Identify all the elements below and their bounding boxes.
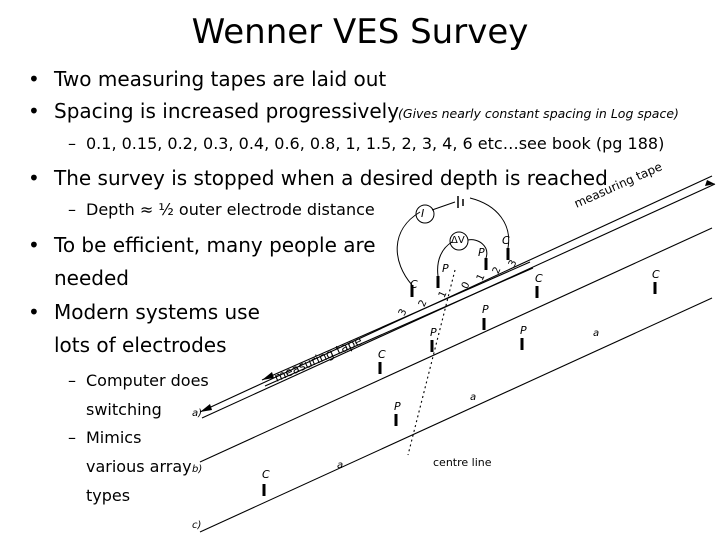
lower-tape-label: measuring tape xyxy=(272,333,365,385)
bullet-text: Two measuring tapes are laid out xyxy=(54,67,387,91)
bullet-glyph: • xyxy=(28,166,40,190)
spacing-a-label: a xyxy=(593,328,600,339)
tape-tick-label: 1 xyxy=(474,272,488,283)
bullet-glyph: • xyxy=(28,300,40,324)
tape-tick-label: 2 xyxy=(416,298,430,309)
panel-a-label: a) xyxy=(192,408,203,419)
sub-bullet-line: types xyxy=(86,486,131,505)
bullet-people xyxy=(28,229,376,295)
sub-bullet-switching xyxy=(68,366,209,424)
bullet-glyph: • xyxy=(28,99,40,123)
dash-glyph: – xyxy=(68,428,76,447)
electrode-c-label: C xyxy=(378,348,386,361)
current-meter-circle xyxy=(416,205,434,223)
electrode-p-label: P xyxy=(520,324,527,337)
lower-line xyxy=(200,298,712,532)
bullet-text-line: Modern systems use xyxy=(54,300,260,324)
electrode-p-label: P xyxy=(430,326,437,339)
centre-line-label: centre line xyxy=(433,456,492,469)
electrode-p-label: P xyxy=(482,303,489,316)
upper-tape-label: measuring tape xyxy=(572,159,665,211)
sub-bullet-line: Computer does xyxy=(86,371,209,390)
sub-bullet-mimics xyxy=(68,423,192,510)
electrode-c-label: C xyxy=(535,272,543,285)
sub-bullet-text: 0.1, 0.15, 0.2, 0.3, 0.4, 0.6, 0.8, 1, 1.5, 2, 3, 4, 6 etc…see book (pg 188) xyxy=(86,134,665,153)
current-meter-label: I xyxy=(421,207,425,220)
bullet-spacing xyxy=(28,99,400,123)
dash-glyph: – xyxy=(68,134,76,153)
dash-glyph: – xyxy=(68,371,76,390)
bullet-text: Spacing is increased progressively xyxy=(54,99,400,123)
electrode-p-label: P xyxy=(442,262,449,275)
spacing-a-label: a xyxy=(337,460,344,471)
bullet-tapes xyxy=(28,67,387,91)
sub-bullet-line: Mimics xyxy=(86,428,142,447)
voltage-meter-label: ΔV xyxy=(451,235,465,246)
electrode-p-label: P xyxy=(394,400,401,413)
electrode-c-label: C xyxy=(410,278,418,291)
bullet-text-line: lots of electrodes xyxy=(54,333,227,357)
tape-tick-label: 3 xyxy=(506,258,520,269)
bullet-modern xyxy=(28,296,260,362)
bullet-text-line: To be efficient, many people are xyxy=(54,233,376,257)
panel-c-label: c) xyxy=(192,520,202,531)
electrode-c-label: C xyxy=(262,468,270,481)
tape-tick-label: 0 xyxy=(459,280,473,291)
electrode-c-label: C xyxy=(502,234,510,247)
wire-battery xyxy=(432,202,455,210)
bullet-text-line: needed xyxy=(54,266,129,290)
bullet-glyph: • xyxy=(28,233,40,257)
spacing-a-label: a xyxy=(470,392,477,403)
bullet-stop xyxy=(28,166,608,190)
sub-bullet-depth xyxy=(68,200,375,219)
sub-bullet-text: Depth ≈ ½ outer electrode distance xyxy=(86,200,375,219)
slide-title: Wenner VES Survey xyxy=(191,12,529,52)
tape-tick-label: 2 xyxy=(490,265,504,276)
panel-b-label: b) xyxy=(192,464,203,475)
bullet-glyph: • xyxy=(28,67,40,91)
electrode-p-label: P xyxy=(478,246,485,259)
sub-bullet-line: switching xyxy=(86,400,162,419)
dash-glyph: – xyxy=(68,200,76,219)
sub-bullet-spacing-values xyxy=(68,134,665,153)
bullet-text: The survey is stopped when a desired depth is reached xyxy=(54,166,608,190)
electrode-c-label: C xyxy=(652,268,660,281)
log-spacing-note: (Gives nearly constant spacing in Log space) xyxy=(398,106,679,121)
sub-bullet-line: various array xyxy=(86,457,192,476)
wire-current-left xyxy=(397,212,420,285)
tape-tick-label: 1 xyxy=(436,289,450,300)
tape-tick-label: 3 xyxy=(396,307,410,318)
